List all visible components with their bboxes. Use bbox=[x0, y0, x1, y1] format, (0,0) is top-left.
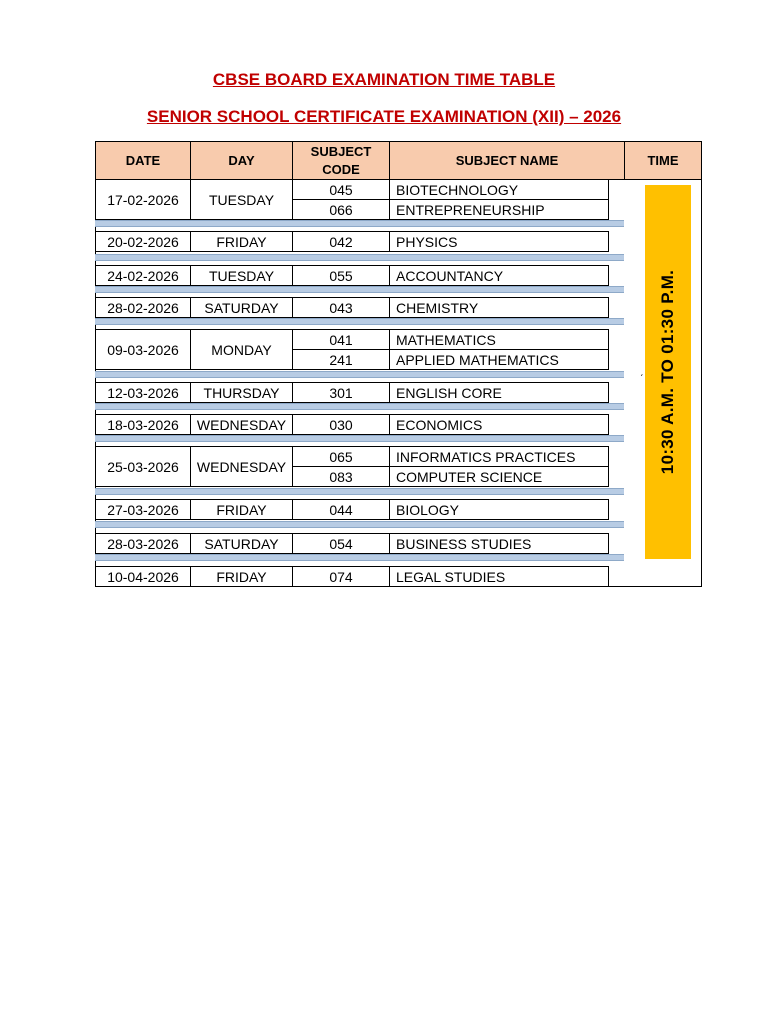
stray-mark: ˊ bbox=[640, 374, 644, 385]
header-code-line2: CODE bbox=[322, 161, 360, 177]
subject-code: 241 bbox=[292, 349, 390, 370]
page-subtitle: SENIOR SCHOOL CERTIFICATE EXAMINATION (XII) – 2026 bbox=[146, 107, 622, 126]
exam-day: TUESDAY bbox=[190, 265, 293, 286]
subject-name: COMPUTER SCIENCE bbox=[389, 466, 609, 487]
exam-day: WEDNESDAY bbox=[190, 414, 293, 435]
subject-code: 041 bbox=[292, 329, 390, 350]
exam-day: FRIDAY bbox=[190, 499, 293, 520]
header-subject-code bbox=[292, 141, 390, 180]
subject-code: 055 bbox=[292, 265, 390, 286]
exam-date: 09-03-2026 bbox=[95, 329, 191, 370]
row-separator bbox=[95, 220, 624, 227]
exam-day: SATURDAY bbox=[190, 533, 293, 554]
exam-day: THURSDAY bbox=[190, 382, 293, 403]
exam-day: TUESDAY bbox=[190, 179, 293, 220]
subject-name: ENGLISH CORE bbox=[389, 382, 609, 403]
subject-name: INFORMATICS PRACTICES bbox=[389, 446, 609, 467]
header-code-line1: SUBJECT bbox=[310, 143, 372, 159]
exam-day: SATURDAY bbox=[190, 297, 293, 318]
subject-name: BIOTECHNOLOGY bbox=[389, 179, 609, 200]
subject-code: 065 bbox=[292, 446, 390, 467]
subject-name: ACCOUNTANCY bbox=[389, 265, 609, 286]
subject-name: APPLIED MATHEMATICS bbox=[389, 349, 609, 370]
exam-date: 28-03-2026 bbox=[95, 533, 191, 554]
page-title: CBSE BOARD EXAMINATION TIME TABLE bbox=[212, 70, 556, 89]
header-time: TIME bbox=[624, 141, 702, 180]
subject-name: MATHEMATICS bbox=[389, 329, 609, 350]
row-separator bbox=[95, 554, 624, 561]
row-separator bbox=[95, 403, 624, 410]
exam-date: 17-02-2026 bbox=[95, 179, 191, 220]
row-separator bbox=[95, 435, 624, 442]
exam-date: 24-02-2026 bbox=[95, 265, 191, 286]
exam-day: FRIDAY bbox=[190, 231, 293, 252]
subject-name: ECONOMICS bbox=[389, 414, 609, 435]
header-date: DATE bbox=[95, 141, 191, 180]
header-subject-name: SUBJECT NAME bbox=[389, 141, 625, 180]
subject-name: CHEMISTRY bbox=[389, 297, 609, 318]
subject-code: 030 bbox=[292, 414, 390, 435]
subject-code: 044 bbox=[292, 499, 390, 520]
row-separator bbox=[95, 521, 624, 528]
row-separator bbox=[95, 254, 624, 261]
time-text: 10:30 A.M. TO 01:30 P.M. bbox=[658, 269, 677, 475]
exam-date: 20-02-2026 bbox=[95, 231, 191, 252]
subject-code: 074 bbox=[292, 566, 390, 587]
subject-code: 301 bbox=[292, 382, 390, 403]
subject-code: 042 bbox=[292, 231, 390, 252]
subject-code: 083 bbox=[292, 466, 390, 487]
exam-day: MONDAY bbox=[190, 329, 293, 370]
row-separator bbox=[95, 488, 624, 495]
subject-code: 066 bbox=[292, 199, 390, 220]
exam-date: 12-03-2026 bbox=[95, 382, 191, 403]
subject-name: BIOLOGY bbox=[389, 499, 609, 520]
subject-code: 045 bbox=[292, 179, 390, 200]
exam-day: FRIDAY bbox=[190, 566, 293, 587]
header-day: DAY bbox=[190, 141, 293, 180]
subject-name: BUSINESS STUDIES bbox=[389, 533, 609, 554]
subject-code: 043 bbox=[292, 297, 390, 318]
row-separator bbox=[95, 286, 624, 293]
subject-name: ENTREPRENEURSHIP bbox=[389, 199, 609, 220]
subject-name: PHYSICS bbox=[389, 231, 609, 252]
exam-date: 18-03-2026 bbox=[95, 414, 191, 435]
row-separator bbox=[95, 371, 624, 378]
exam-day: WEDNESDAY bbox=[190, 446, 293, 487]
exam-date: 28-02-2026 bbox=[95, 297, 191, 318]
subject-code: 054 bbox=[292, 533, 390, 554]
exam-date: 25-03-2026 bbox=[95, 446, 191, 487]
exam-date: 27-03-2026 bbox=[95, 499, 191, 520]
subject-name: LEGAL STUDIES bbox=[389, 566, 609, 587]
exam-date: 10-04-2026 bbox=[95, 566, 191, 587]
row-separator bbox=[95, 318, 624, 325]
